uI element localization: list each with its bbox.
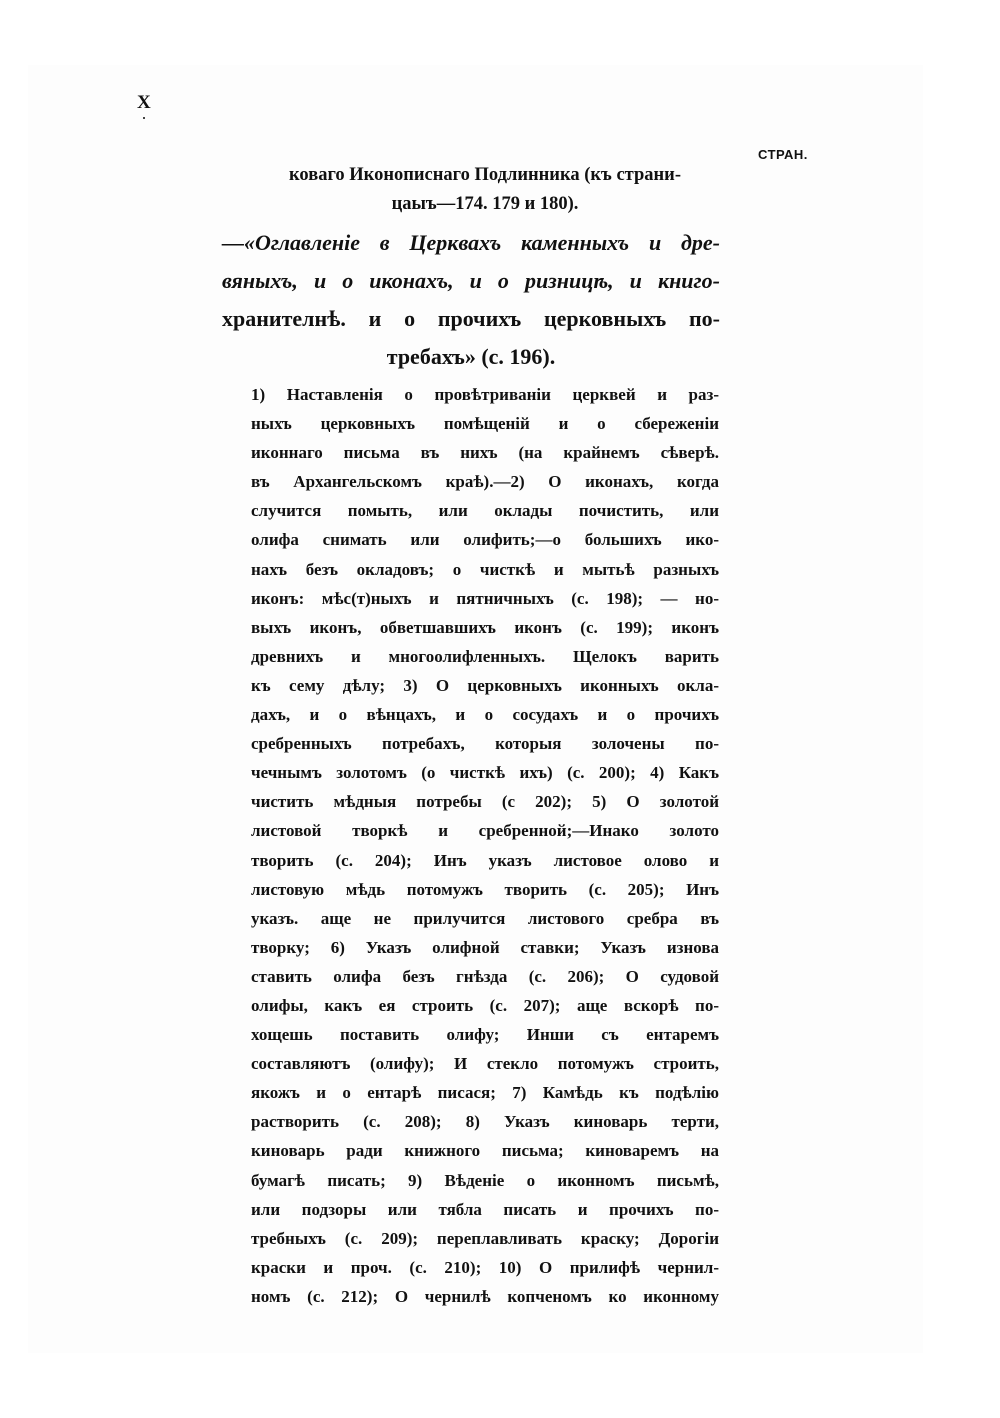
body-line: въ Архангельскомъ краѣ).—2) О иконахъ, когда — [251, 472, 719, 492]
body-line: якожъ и о ентарѣ писася; 7) Камѣдь къ подѣлію — [251, 1083, 719, 1103]
body-line: требныхъ (с. 209); переплавливать краску; Дорогіи — [251, 1228, 719, 1248]
body-line: указъ. аще не прилучится листового сребра въ — [251, 908, 719, 928]
body-text — [251, 380, 719, 1311]
body-line: сребренныхъ потребахъ, которыя золочены по- — [251, 734, 719, 754]
body-line: чистить мѣдныя потребы (с 202); 5) О золотой — [251, 792, 719, 812]
column-header: СТРАН. — [758, 147, 808, 162]
body-line: ныхъ церковныхъ помѣщеній и о сбереженіи — [251, 414, 719, 434]
body-line: 1) Наставленія о провѣтриваніи церквей и раз- — [251, 385, 719, 404]
body-line: ставить олифа безъ гнѣзда (с. 206); О судовой — [251, 966, 719, 986]
body-line: нахъ безъ окладовъ; о чисткѣ и мытьѣ разныхъ — [251, 559, 719, 579]
body-line: бумагѣ писать; 9) Вѣденіе о иконномъ письмѣ, — [251, 1170, 719, 1190]
body-line: киноварь ради книжного письма; киноваремъ на — [251, 1141, 719, 1161]
body-line: олифа снимать или олифить;—о большихъ ико- — [251, 530, 719, 550]
body-line: древнихъ и многоолифленныхъ. Щелокъ варить — [251, 646, 719, 666]
page-number: X — [137, 92, 151, 113]
body-line: листовую мѣдь потомужъ творить (с. 205); Инъ — [251, 879, 719, 899]
body-line: дахъ, и о вѣнцахъ, и о сосудахъ и о прочихъ — [251, 705, 719, 725]
body-line: растворить (с. 208); 8) Указъ киноварь терти, — [251, 1112, 719, 1132]
page-number-dot — [143, 117, 145, 119]
body-line: выхъ иконъ, обветшавшихъ иконъ (с. 199); иконъ — [251, 617, 719, 637]
continuation-line-2: цаыъ—174. 179 и 180). — [391, 194, 579, 214]
body-line: номъ (с. 212); О чернилѣ копченомъ ко иконному — [251, 1286, 719, 1306]
body-line: къ сему дѣлу; 3) О церковныхъ иконныхъ окла- — [251, 675, 719, 695]
body-line: краски и проч. (с. 210); 10) О прилифѣ чернил- — [251, 1257, 719, 1277]
body-line: чечнымъ золотомъ (о чисткѣ ихъ) (с. 200); 4) Какъ — [251, 763, 719, 783]
body-line: случится помыть, или оклады почистить, или — [251, 501, 719, 521]
heading-line: требахъ» (с. 196). — [386, 344, 556, 369]
body-line: или подзоры или тябла писать и прочихъ по- — [251, 1199, 719, 1219]
body-line: иконнаго письма въ нихъ (на крайнемъ сѣверѣ. — [251, 443, 719, 463]
body-line: творить (с. 204); Инъ указъ листовое олово и — [251, 850, 719, 870]
body-line: хощешь поставить олифу; Инши съ ентаремъ — [251, 1025, 719, 1045]
body-line: олифы, какъ ея строить (с. 207); аще вскорѣ по- — [251, 995, 719, 1015]
heading-line: хранителнѣ. и о прочихъ церковныхъ по- — [222, 306, 720, 331]
body-line: иконъ: мѣс(т)ныхъ и пятничныхъ (с. 198); — но- — [251, 588, 719, 608]
continuation-line-1: коваго Иконописнаго Подлинника (къ страни- — [289, 165, 681, 185]
body-line: творку; 6) Указъ олифной ставки; Указъ изнова — [251, 937, 719, 957]
body-line: составляютъ (олифу); И стекло потомужъ строить, — [251, 1054, 719, 1074]
heading-line: вяныхъ, и о иконахъ, и о ризницѣ, и книго- — [222, 268, 720, 293]
body-line: листовой творкѣ и сребренной;—Инако золото — [251, 821, 719, 841]
section-heading — [222, 224, 720, 376]
heading-line: —«Оглавленіе в Церквахъ каменныхъ и дре- — [222, 230, 720, 255]
